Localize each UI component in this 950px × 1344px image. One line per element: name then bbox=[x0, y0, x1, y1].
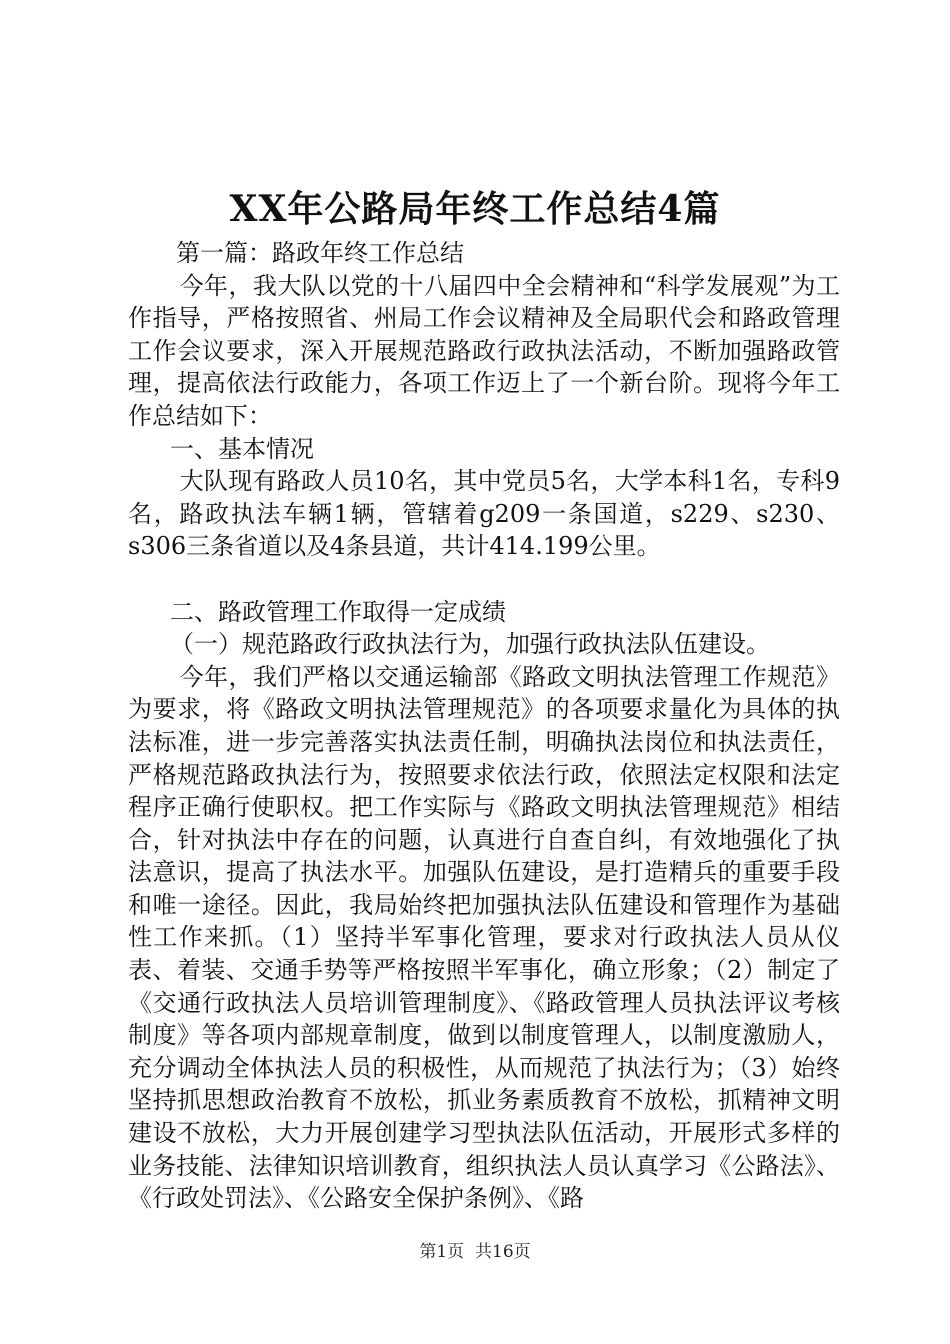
paragraph-intro: 今年，我大队以党的十八届四中全会精神和“科学发展观”为工作指导，严格按照省、州局工作会议精神及全局职代会和路政管理工作会议要求，深入开展规范路政行政执法活动，不断加强路政管理，提高依法行政能力，各项工作迈上了一个新台阶。现将今年工作总结如下： bbox=[128, 271, 840, 430]
document-body bbox=[128, 237, 840, 1215]
footer-spacer bbox=[464, 1242, 475, 1262]
page-footer bbox=[0, 1240, 950, 1264]
page-total: 共16页 bbox=[475, 1242, 531, 1262]
paragraph-basic-situation: 大队现有路政人员10名，其中党员5名，大学本科1名，专科9名，路政执法车辆1辆，管辖着g209一条国道，s229、s230、s306三条省道以及4条县道，共计414.199公里。 bbox=[128, 467, 840, 561]
document-title: XX年公路局年终工作总结4篇 bbox=[229, 188, 721, 230]
page-number: 第1页 bbox=[419, 1242, 465, 1262]
section-heading-basic-situation: 一、基本情况 bbox=[170, 434, 314, 463]
subsection-heading-enforcement: （一）规范路政行政执法行为，加强行政执法队伍建设。 bbox=[170, 630, 770, 659]
paragraph-enforcement: 今年，我们严格以交通运输部《路政文明执法管理工作规范》为要求，将《路政文明执法管理规范》的各项要求量化为具体的执法标准，进一步完善落实执法责任制，明确执法岗位和执法责任，严格规范路政执法行为，按照要求依法行政，依照法定权限和法定程序正确行使职权。把工作实际与《路政文明执法管理规范》相结合，针对执法中存在的问题，认真进行自查自纠，有效地强化了执法意识，提高了执法水平。加强队伍建设，是打造精兵的重要手段和唯一途径。因此，我局始终把加强执法队伍建设和管理作为基础性工作来抓。（1）坚持半军事化管理，要求对行政执法人员从仪表、着装、交通手势等严格按照半军事化，确立形象；（2）制定了《交通行政执法人员培训管理制度》、《路政管理人员执法评议考核制度》等各项内部规章制度，做到以制度管理人，以制度激励人，充分调动全体执法人员的积极性，从而规范了执法行为；（3）始终坚持抓思想政治教育不放松，抓业务素质教育不放松，抓精神文明建设不放松，大力开展创建学习型执法队伍活动，开展形式多样的业务技能、法律知识培训教育，组织执法人员认真学习《公路法》、《行政处罚法》、《公路安全保护条例》、《路 bbox=[128, 662, 840, 1213]
section-heading-part-one: 第一篇：路政年终工作总结 bbox=[176, 239, 464, 267]
section-heading-achievements: 二、路政管理工作取得一定成绩 bbox=[170, 597, 506, 626]
